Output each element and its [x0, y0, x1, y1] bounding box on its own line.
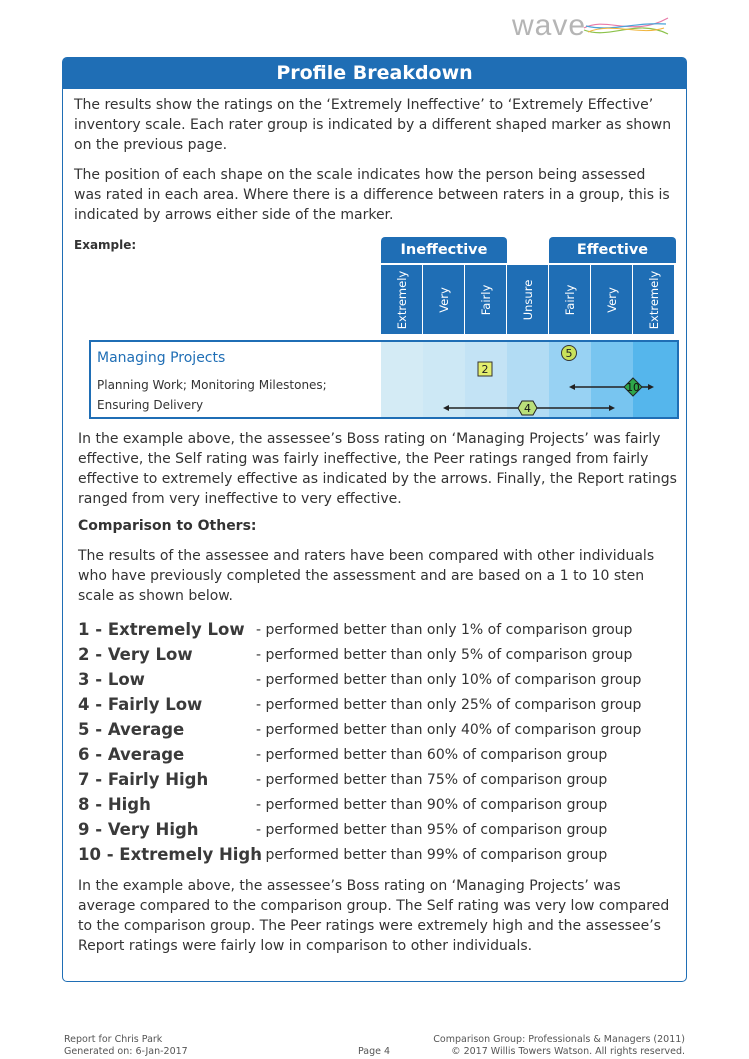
sten-row: [78, 620, 678, 645]
column-label: Fairly: [478, 284, 493, 315]
column-label: Unsure: [520, 279, 535, 320]
example-label: Example:: [74, 238, 137, 252]
sten-label: 9 - Very High: [78, 820, 199, 839]
comparison-group-text: Comparison Group: Professionals & Managers (2011): [433, 1034, 685, 1045]
sten-description: - performed better than only 1% of comparison group: [256, 622, 633, 638]
sten-row: [78, 695, 678, 720]
example-competency-box: [89, 340, 679, 419]
scale-band-very-effective: [591, 342, 633, 417]
page-number: Page 4: [358, 1046, 391, 1057]
sten-description: - performed better than 95% of comparison group: [256, 822, 608, 838]
sten-row: [78, 720, 678, 745]
generated-date-text: Generated on: 6-Jan-2017: [64, 1046, 188, 1057]
page-title: Profile Breakdown: [63, 58, 686, 89]
scale-band-extremely-effective: [633, 342, 677, 417]
column-fairly-ineffective: [465, 265, 506, 334]
explanation-paragraph-2: In the example above, the assessee’s Boss rating on ‘Managing Projects’ was average compared to the comparison group. The Self rating was very low compared to the comparison group. The Peer ratings were extremely high and the assessee’s Report ratings were fairly low in comparison to other individuals.: [78, 878, 670, 954]
footer-left: [64, 1034, 188, 1058]
sten-row: [78, 845, 678, 870]
sten-label: 5 - Average: [78, 720, 185, 739]
column-label: Fairly: [562, 284, 577, 315]
column-fairly-effective: [549, 265, 590, 334]
peer-marker-label: 10: [626, 382, 640, 394]
sten-label: 3 - Low: [78, 670, 145, 689]
sten-description: - performed better than 60% of comparison group: [256, 747, 608, 763]
scale-band-very-ineffective: [423, 342, 465, 417]
column-label: Extremely: [394, 270, 409, 329]
report-for-text: Report for Chris Park: [64, 1034, 163, 1045]
example-competency-title: Managing Projects: [97, 350, 226, 366]
sten-label: 4 - Fairly Low: [78, 695, 203, 714]
sten-description: - performed better than 75% of comparison group: [256, 772, 608, 788]
column-label: Very: [436, 286, 451, 313]
column-very-ineffective: [423, 265, 464, 334]
sten-description: - performed better than 99% of comparison group: [256, 847, 608, 863]
logo-swoosh-icon: [582, 12, 672, 42]
boss-marker-label: 5: [565, 347, 573, 360]
comparison-heading: Comparison to Others:: [78, 518, 257, 534]
logo-text: wave: [512, 9, 587, 42]
sten-label: 2 - Very Low: [78, 645, 193, 664]
sten-label: 7 - Fairly High: [78, 770, 209, 789]
example-competency-subtitle: Planning Work; Monitoring Milestones; Ensuring Delivery: [97, 378, 327, 412]
sten-description: - performed better than only 25% of comparison group: [256, 697, 642, 713]
sten-description: - performed better than only 5% of comparison group: [256, 647, 633, 663]
footer-right: [433, 1034, 685, 1058]
sten-row: [78, 670, 678, 695]
scale-band-fairly-ineffective: [465, 342, 507, 417]
column-extremely-ineffective: [381, 265, 422, 334]
column-label: Extremely: [646, 270, 661, 329]
sten-row: [78, 645, 678, 670]
sten-row: [78, 795, 678, 820]
scale-band-extremely-ineffective: [381, 342, 423, 417]
column-extremely-effective: [633, 265, 674, 334]
sten-label: 1 - Extremely Low: [78, 620, 245, 639]
comparison-intro-paragraph: The results of the assessee and raters have been compared with other individuals who have previously completed the assessment and are based on a 1 to 10 sten scale as shown below.: [78, 548, 655, 604]
explanation-paragraph-1: In the example above, the assessee’s Boss rating on ‘Managing Projects’ was fairly effective, the Self rating was fairly ineffective, the Peer ratings ranged from fairly effective to extremely effective as indicated by the arrows. Finally, the Report ratings ranged from very ineffective to very effective.: [78, 431, 677, 507]
intro-paragraph-2: The position of each shape on the scale indicates how the person being assessed was rated in each area. Where there is a difference between raters in a group, this is indicated by arrows either side of the marker.: [74, 167, 670, 223]
sten-description: - performed better than 90% of comparison group: [256, 797, 608, 813]
copyright-text: © 2017 Willis Towers Watson. All rights reserved.: [451, 1046, 685, 1057]
sten-description: - performed better than only 40% of comparison group: [256, 722, 642, 738]
sten-label: 8 - High: [78, 795, 151, 814]
sten-label: 6 - Average: [78, 745, 185, 764]
column-label: Very: [604, 286, 619, 313]
ineffective-header: Ineffective: [381, 237, 507, 263]
intro-paragraph-1: The results show the ratings on the ‘Extremely Ineffective’ to ‘Extremely Effective’ inventory scale. Each rater group is indicated by a different shaped marker as shown on the previous page.: [74, 97, 672, 153]
sten-row: [78, 745, 678, 770]
column-unsure: [507, 265, 548, 334]
report-marker-label: 4: [524, 402, 531, 415]
self-marker-label: 2: [481, 363, 489, 376]
sten-row: [78, 820, 678, 845]
profile-breakdown-panel: [62, 57, 687, 982]
effective-header: Effective: [549, 237, 676, 263]
sten-description: - performed better than only 10% of comparison group: [256, 672, 642, 688]
column-very-effective: [591, 265, 632, 334]
wave-logo: [512, 10, 672, 44]
sten-row: [78, 770, 678, 795]
sten-label: 10 - Extremely High: [78, 845, 262, 864]
